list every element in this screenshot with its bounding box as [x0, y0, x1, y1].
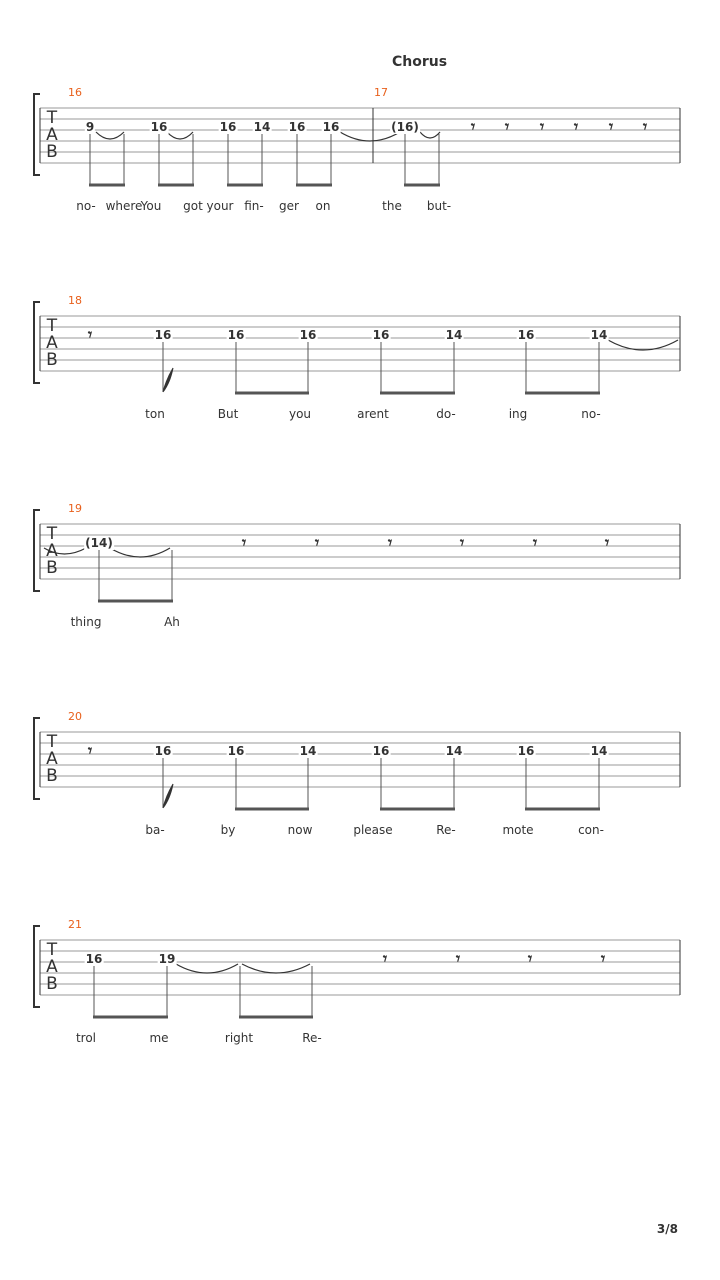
lyric-syllable: con-: [578, 823, 604, 837]
eighth-rest-icon: 𝄾: [455, 949, 461, 968]
staff-lines: [0, 912, 720, 1082]
fret-number: 16: [227, 744, 245, 758]
eighth-rest-icon: 𝄾: [642, 117, 648, 136]
tab-system-5: [0, 912, 720, 1082]
lyric-syllable: Re-: [302, 1031, 322, 1045]
lyric-syllable: please: [353, 823, 393, 837]
fret-number: 16: [154, 744, 172, 758]
fret-number: (14): [85, 536, 113, 550]
eighth-rest-icon: 𝄾: [241, 533, 247, 552]
lyric-syllable: me: [149, 1031, 169, 1045]
eighth-rest-icon: 𝄾: [539, 117, 545, 136]
fret-number: 16: [372, 328, 390, 342]
lyric-syllable: ing: [508, 407, 528, 421]
eighth-rest-icon: 𝄾: [382, 949, 388, 968]
measure-number: 21: [68, 918, 82, 931]
lyric-syllable: You: [140, 199, 162, 213]
eighth-rest-icon: 𝄾: [527, 949, 533, 968]
section-label: Chorus: [392, 54, 448, 70]
measure-number: 18: [68, 294, 82, 307]
staff-lines: [0, 80, 720, 250]
tab-clef: T A B: [46, 524, 58, 578]
lyric-syllable: right: [224, 1031, 254, 1045]
lyric-syllable: arent: [357, 407, 389, 421]
lyric-syllable: on: [315, 199, 331, 213]
measure-number: 19: [68, 502, 82, 515]
eighth-rest-icon: 𝄾: [532, 533, 538, 552]
fret-number: 16: [150, 120, 168, 134]
lyric-syllable: ger: [279, 199, 299, 213]
lyric-syllable: the: [382, 199, 402, 213]
lyric-syllable: where: [105, 199, 143, 213]
tab-system-2: [0, 288, 720, 458]
lyric-syllable: do-: [436, 407, 456, 421]
fret-number: 16: [288, 120, 306, 134]
lyric-syllable: mote: [502, 823, 534, 837]
fret-number: 16: [372, 744, 390, 758]
tab-system-3: [0, 496, 720, 666]
lyric-syllable: trol: [75, 1031, 97, 1045]
lyric-syllable: but-: [426, 199, 452, 213]
tab-clef: T A B: [46, 316, 58, 370]
lyric-syllable: But: [217, 407, 239, 421]
lyric-syllable: you: [288, 407, 312, 421]
fret-number: 14: [590, 744, 608, 758]
eighth-rest-icon: 𝄾: [600, 949, 606, 968]
eighth-rest-icon: 𝄾: [604, 533, 610, 552]
eighth-rest-icon: 𝄾: [387, 533, 393, 552]
lyric-syllable: ba-: [145, 823, 165, 837]
lyric-syllable: no-: [76, 199, 96, 213]
measure-number: 16: [68, 86, 82, 99]
fret-number: 16: [322, 120, 340, 134]
page-number: 3/8: [656, 1222, 678, 1236]
staff-lines: [0, 496, 720, 666]
staff-lines: [0, 704, 720, 874]
fret-number: 14: [445, 328, 463, 342]
tab-clef: T A B: [46, 732, 58, 786]
lyric-syllable: got: [183, 199, 203, 213]
measure-number: 17: [374, 86, 388, 99]
fret-number: 16: [517, 328, 535, 342]
lyric-syllable: fin-: [244, 199, 264, 213]
tab-clef: T A B: [46, 108, 58, 162]
eighth-rest-icon: 𝄾: [87, 325, 93, 344]
lyric-syllable: ton: [145, 407, 165, 421]
eighth-rest-icon: 𝄾: [504, 117, 510, 136]
tab-system-4: [0, 704, 720, 874]
measure-number: 20: [68, 710, 82, 723]
fret-number: 9: [85, 120, 95, 134]
eighth-rest-icon: 𝄾: [573, 117, 579, 136]
eighth-rest-icon: 𝄾: [470, 117, 476, 136]
lyric-syllable: no-: [581, 407, 601, 421]
eighth-rest-icon: 𝄾: [314, 533, 320, 552]
eighth-rest-icon: 𝄾: [87, 741, 93, 760]
lyric-syllable: now: [287, 823, 313, 837]
fret-number: 14: [445, 744, 463, 758]
tab-clef: T A B: [46, 940, 58, 994]
fret-number: 14: [299, 744, 317, 758]
fret-number: 16: [154, 328, 172, 342]
fret-number: 16: [219, 120, 237, 134]
tab-system-1: [0, 80, 720, 250]
lyric-syllable: Re-: [436, 823, 456, 837]
staff-lines: [0, 288, 720, 458]
fret-number: 14: [590, 328, 608, 342]
fret-number: 16: [517, 744, 535, 758]
fret-number: (16): [391, 120, 419, 134]
fret-number: 16: [227, 328, 245, 342]
lyric-syllable: your: [206, 199, 234, 213]
lyric-syllable: Ah: [164, 615, 180, 629]
lyric-syllable: thing: [70, 615, 102, 629]
eighth-rest-icon: 𝄾: [608, 117, 614, 136]
fret-number: 16: [85, 952, 103, 966]
fret-number: 16: [299, 328, 317, 342]
lyric-syllable: by: [220, 823, 236, 837]
eighth-rest-icon: 𝄾: [459, 533, 465, 552]
fret-number: 14: [253, 120, 271, 134]
fret-number: 19: [158, 952, 176, 966]
